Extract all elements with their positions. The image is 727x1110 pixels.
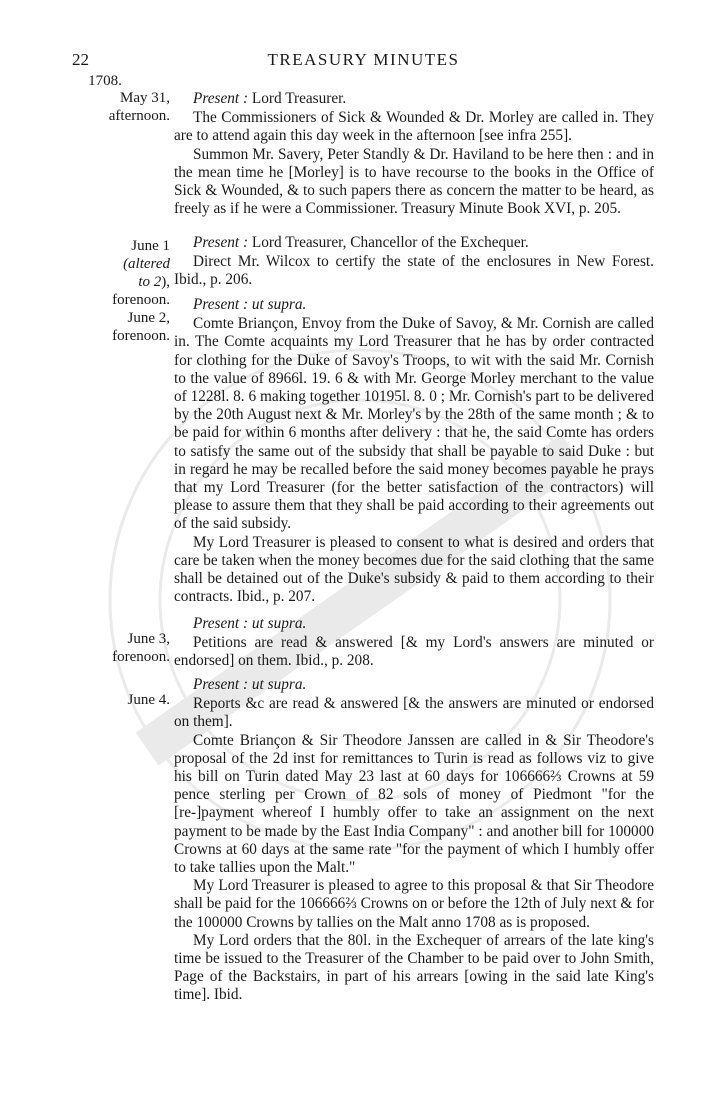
paragraph: Reports &c are read & answered [& the answers are minuted or endorsed on them].: [174, 695, 654, 731]
paragraph: Comte Briançon, Envoy from the Duke of Savoy, & Mr. Cornish are called in. The Comte acquaints my Lord Treasurer that he has by order contracted for clothing for the Duke of Savoy's Troops, to wit with the said Mr. Cornish to the value of 8966l. 19. 6 & with Mr. George Morley merchant to the value of 1228l. 8. 6 making together 10195l. 8. 0 ; Mr. Cornish's part to be delivered by the 20th August next & Mr. Morley's by the 28th of the same month ; & to be paid for within 6 months after delivery : that he, the said Comte has orders to satisfy the same out of the subsidy that shall be payable to said Duke : but in regard he may be recalled before the said money becomes payable he prays that my Lord Treasurer (for the better satisfaction of the contractors) will please to assure them that they shall be paid according to their agreements out of the said subsidy.: [174, 315, 654, 533]
year-label: 1708.: [88, 73, 122, 89]
date-line: June 4.: [127, 692, 170, 708]
paragraph: Petitions are read & answered [& my Lord's answers are minuted or endorsed] on them. Ibid., p. 208.: [174, 634, 654, 670]
paragraph: Comte Briançon & Sir Theodore Janssen are called in & Sir Theodore's proposal of the 2d inst for remittances to Turin is read as follows viz to give his bill on Turin dated May 23 last at 60 days for 106666⅔ Crowns at 59 pence sterling per Crown of 82 sols of money of Piedmont "for the [re-]payment whereof I humbly offer to take an assignment on the next payment to be made by the East India Company" : and another bill for 100000 Crowns at 60 days at the same rate "for the payment of which I humbly offer to take tallies upon the Malt.": [174, 731, 654, 877]
paragraph: My Lord Treasurer is pleased to agree to this proposal & that Sir Theodore shall be paid for the 106666⅔ Crowns on or before the 12th of July next & for the 100000 Crowns by tallies on the Malt anno 1708 as is proposed.: [174, 877, 654, 931]
margin-date-june2: [70, 309, 170, 345]
margin-date-june1: [70, 237, 170, 309]
paragraph: The Commissioners of Sick & Wounded & Dr. Morley are called in. They are to attend again this day week in the afternoon [see infra 255].: [174, 109, 654, 145]
date-line: to 2),: [138, 274, 170, 290]
running-title: TREASURY MINUTES: [267, 50, 460, 69]
present-line: Present : ut supra.: [193, 296, 307, 313]
present-line: Present : Lord Treasurer, Chancellor of the Exchequer.: [193, 234, 529, 251]
margin-date-june4: [70, 691, 170, 709]
date-line: afternoon.: [108, 108, 170, 124]
present-line: Present : ut supra.: [193, 676, 307, 693]
entry-june2: [174, 296, 654, 606]
entry-june1: [174, 234, 654, 290]
present-line: Present : ut supra.: [193, 615, 307, 632]
paragraph: My Lord orders that the 80l. in the Exchequer of arrears of the late king's time be issued to the Treasurer of the Chamber to be paid over to John Smith, Page of the Backstairs, in part of his arrears [owing in the said late King's time]. Ibid.: [174, 931, 654, 1004]
date-line: (altered: [123, 256, 170, 272]
date-line: forenoon.: [112, 292, 170, 308]
date-line: June 2,: [127, 310, 170, 326]
date-line: June 1: [131, 238, 170, 254]
date-line: June 3,: [127, 631, 170, 647]
margin-year: [66, 72, 144, 90]
date-line: May 31,: [120, 90, 170, 106]
entry-may31: [174, 90, 654, 218]
entry-june3: [174, 615, 654, 671]
margin-date-may31: [60, 89, 170, 125]
present-line: Present : Lord Treasurer.: [193, 90, 347, 107]
date-line: forenoon.: [112, 649, 170, 665]
paragraph: My Lord Treasurer is pleased to consent to what is desired and orders that care be taken when the money becomes due for the said clothing that the same shall be detained out of the Duke's subsidy & paid to them according to their contracts. Ibid., p. 207.: [174, 533, 654, 606]
paragraph: Direct Mr. Wilcox to certify the state of the enclosures in New Forest. Ibid., p. 206.: [174, 253, 654, 289]
paragraph: Summon Mr. Savery, Peter Standly & Dr. Haviland to be here then : and in the mean time he [Morley] is to have recourse to the books in the Office of Sick & Wounded, & to such papers there as concern the matter to be heard, as freely as if he were a Commissioner. Treasury Minute Book XVI, p. 205.: [174, 145, 654, 218]
page-number: 22: [72, 50, 89, 69]
margin-date-june3: [70, 630, 170, 666]
date-line: forenoon.: [112, 328, 170, 344]
entry-june4: [174, 676, 654, 1005]
